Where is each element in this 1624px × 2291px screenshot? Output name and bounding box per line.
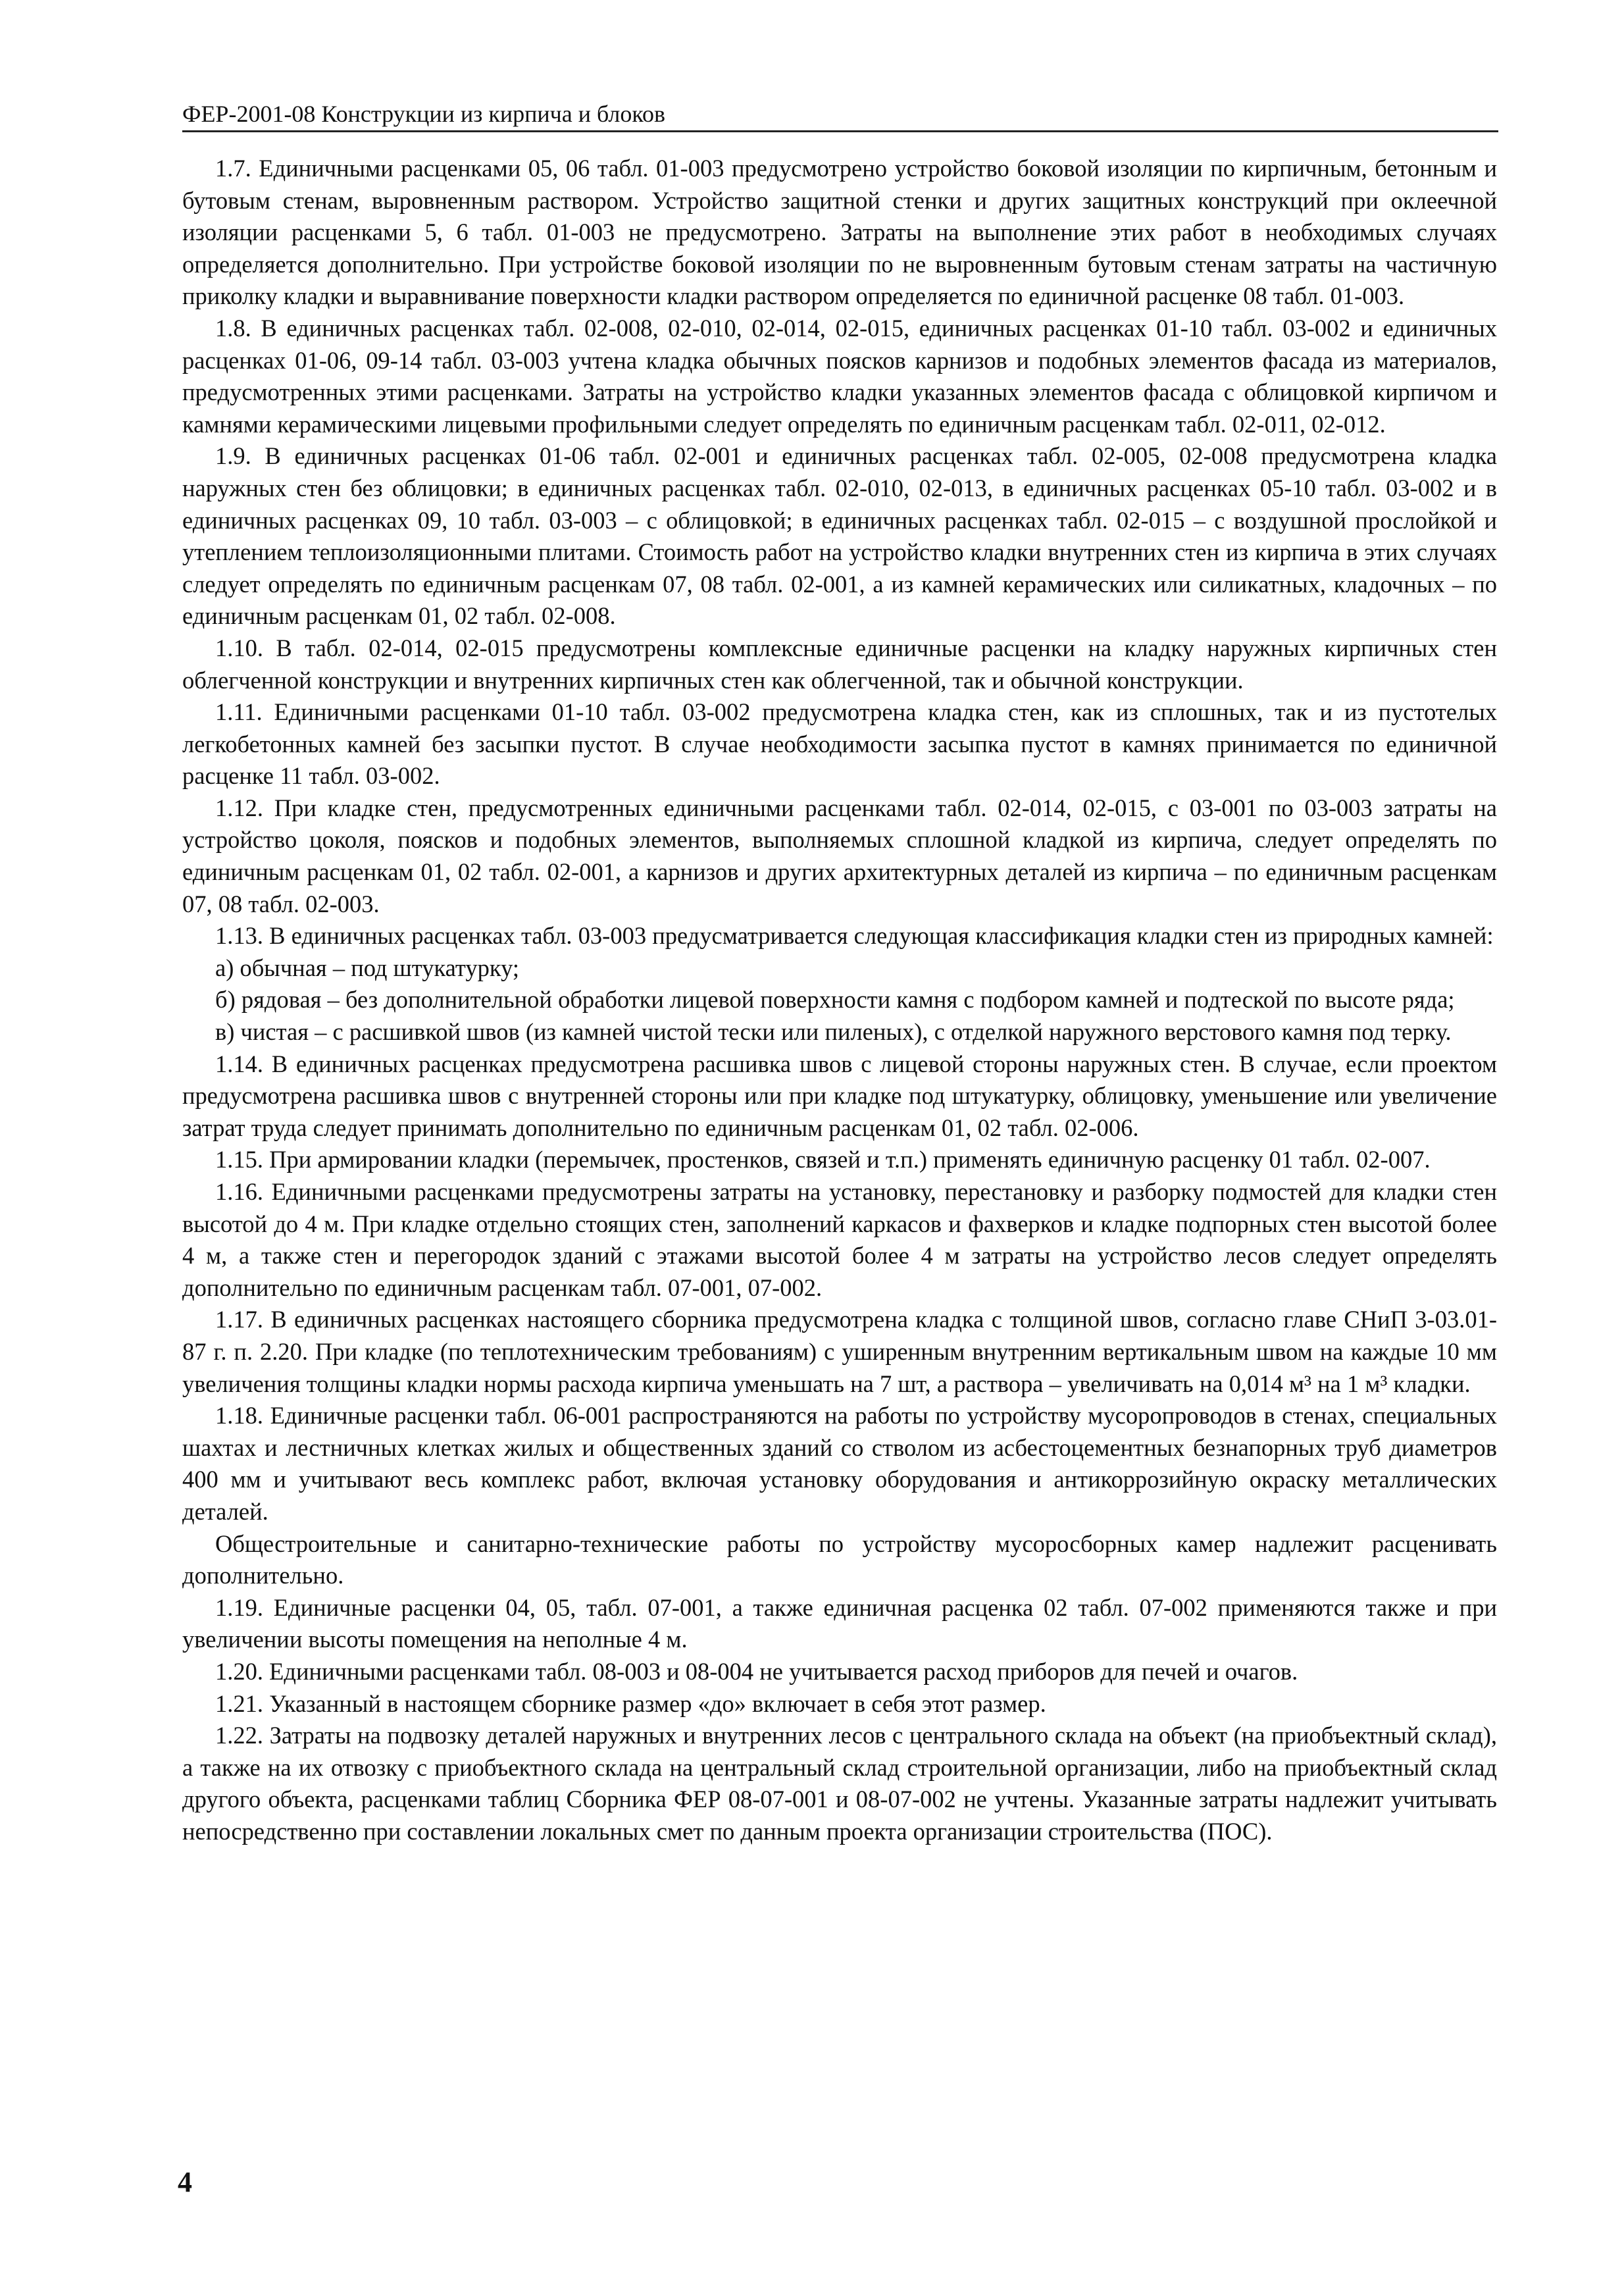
paragraph-1-18-continued: Общестроительные и санитарно-технические работы по устройству мусоросборных камер надлежит расценивать дополнительно. bbox=[182, 1530, 1497, 1589]
paragraph-1-18: 1.18. Единичные расценки табл. 06-001 распространяются на работы по устройству мусоропроводов в стенах, специальных шахтах и лестничных клетках жилых и общественных зданий со стволом из асбестоцементных безнапорных труб диаметров 400 мм и учитывают весь комплекс работ, включая установку оборудования и антикоррозийную окраску металлических деталей. bbox=[182, 1402, 1497, 1525]
paragraph-1-20: 1.20. Единичными расценками табл. 08-003 и 08-004 не учитывается расход приборов для печей и очагов. bbox=[215, 1657, 1298, 1685]
paragraph-1-15: 1.15. При армировании кладки (перемычек, простенков, связей и т.п.) применять единичную расценку 01 табл. 02-007. bbox=[215, 1146, 1431, 1173]
paragraph-1-21: 1.21. Указанный в настоящем сборнике размер «до» включает в себя этот размер. bbox=[215, 1689, 1046, 1717]
paragraph-1-22: 1.22. Затраты на подвозку деталей наружных и внутренних лесов с центрального склада на объект (на приобъектный склад), а также на их отвозку с приобъектного склада на центральный склад строительной организации, либо на приобъектный склад другого объекта, расценками таблиц Сборника ФЕР 08-07-001 и 08-07-002 не учтены. Указанные затраты надлежит учитывать непосредственно при составлении локальных смет по данным проекта организации строительства (ПОС). bbox=[182, 1722, 1497, 1845]
running-header: ФЕР-2001-08 Конструкции из кирпича и блоков bbox=[182, 99, 1498, 132]
paragraph-1-7: 1.7. Единичными расценками 05, 06 табл. 01-003 предусмотрено устройство боковой изоляции по кирпичным, бетонным и бутовым стенам, выровненным раствором. Устройство защитной стенки и других защитных конструкций при оклеечной изоляции расценками 5, 6 табл. 01-003 не предусмотрено. Затраты на выполнение этих работ в необходимых случаях определяется дополнительно. При устройстве боковой изоляции по не выровненным бутовым стенам затраты на частичную приколку кладки и выравнивание поверхности кладки раствором определяется по единичной расценке 08 табл. 01-003. bbox=[182, 155, 1497, 310]
list-item-b: б) рядовая – без дополнительной обработки лицевой поверхности камня с подбором камней и подтеской по высоте ряда; bbox=[215, 986, 1455, 1014]
list-item-a: а) обычная – под штукатурку; bbox=[215, 954, 519, 981]
paragraph-1-9: 1.9. В единичных расценках 01-06 табл. 02-001 и единичных расценках табл. 02-005, 02-008 предусмотрена кладка наружных стен без облицовки; в единичных расценках табл. 02-010, 02-013, в единичных расценках 05-10 табл. 03-002 и в единичных расценках 09, 10 табл. 03-003 – с облицовкой; в единичных расценках табл. 02-015 – с воздушной прослойкой и утеплением теплоизоляционными плитами. Стоимость работ на устройство кладки внутренних стен из кирпича в этих случаях следует определять по единичным расценкам 07, 08 табл. 02-001, а из камней керамических или силикатных, кладочных – по единичным расценкам 01, 02 табл. 02-008. bbox=[182, 442, 1497, 630]
document-body bbox=[182, 153, 1497, 1847]
paragraph-1-11: 1.11. Единичными расценками 01-10 табл. 03-002 предусмотрена кладка стен, как из сплошных, так и из пустотелых легкобетонных камней без засыпки пустот. В случае необходимости засыпка пустот в камнях принимается по единичной расценке 11 табл. 03-002. bbox=[182, 698, 1497, 790]
paragraph-1-8: 1.8. В единичных расценках табл. 02-008, 02-010, 02-014, 02-015, единичных расценках 01-10 табл. 03-002 и единичных расценках 01-06, 09-14 табл. 03-003 учтена кладка обычных поясков карнизов и подобных элементов фасада из материалов, предусмотренных этими расценками. Затраты на устройство кладки указанных элементов фасада с облицовкой кирпичом и камнями керамическими лицевыми профильными следует определять по единичным расценкам табл. 02-011, 02-012. bbox=[182, 314, 1497, 438]
paragraph-1-10: 1.10. В табл. 02-014, 02-015 предусмотрены комплексные единичные расценки на кладку наружных кирпичных стен облегченной конструкции и внутренних кирпичных стен как облегченной, так и обычной конструкции. bbox=[182, 634, 1497, 694]
paragraph-1-19: 1.19. Единичные расценки 04, 05, табл. 07-001, а также единичная расценка 02 табл. 07-002 применяются также и при увеличении высоты помещения на неполные 4 м. bbox=[182, 1593, 1497, 1653]
paragraph-1-12: 1.12. При кладке стен, предусмотренных единичными расценками табл. 02-014, 02-015, с 03-001 по 03-003 затраты на устройство цоколя, поясков и подобных элементов, выполняемых сплошной кладкой из кирпича, следует определять по единичным расценкам 01, 02 табл. 02-001, а карнизов и других архитектурных деталей из кирпича – по единичным расценкам 07, 08 табл. 02-003. bbox=[182, 794, 1497, 917]
paragraph-1-13: 1.13. В единичных расценках табл. 03-003 предусматривается следующая классификация кладки стен из природных камней: bbox=[215, 922, 1494, 950]
paragraph-1-16: 1.16. Единичными расценками предусмотрены затраты на установку, перестановку и разборку подмостей для кладки стен высотой до 4 м. При кладке отдельно стоящих стен, заполнений каркасов и фахверков и кладке подпорных стен высотой более 4 м, а также стен и перегородок зданий с этажами высотой более 4 м затраты на устройство лесов следует определять дополнительно по единичным расценкам табл. 07-001, 07-002. bbox=[182, 1178, 1497, 1301]
paragraph-1-17: 1.17. В единичных расценках настоящего сборника предусмотрена кладка с толщиной швов, согласно главе СНиП 3-03.01-87 г. п. 2.20. При кладке (по теплотехническим требованиям) с уширенным внутренним вертикальным швом на каждые 10 мм увеличения толщины кладки нормы расхода кирпича уменьшать на 7 шт, а раствора – увеличивать на 0,014 м³ на 1 м³ кладки. bbox=[182, 1306, 1497, 1397]
paragraph-1-14: 1.14. В единичных расценках предусмотрена расшивка швов с лицевой стороны наружных стен. В случае, если проектом предусмотрена расшивка швов с внутренней стороны или при кладке под штукатурку, облицовку, уменьшение или увеличение затрат труда следует принимать дополнительно по единичным расценкам 01, 02 табл. 02-006. bbox=[182, 1050, 1497, 1141]
list-item-v: в) чистая – с расшивкой швов (из камней чистой тески или пиленых), с отделкой наружного верстового камня под терку. bbox=[215, 1018, 1452, 1046]
page-number: 4 bbox=[178, 2166, 192, 2198]
